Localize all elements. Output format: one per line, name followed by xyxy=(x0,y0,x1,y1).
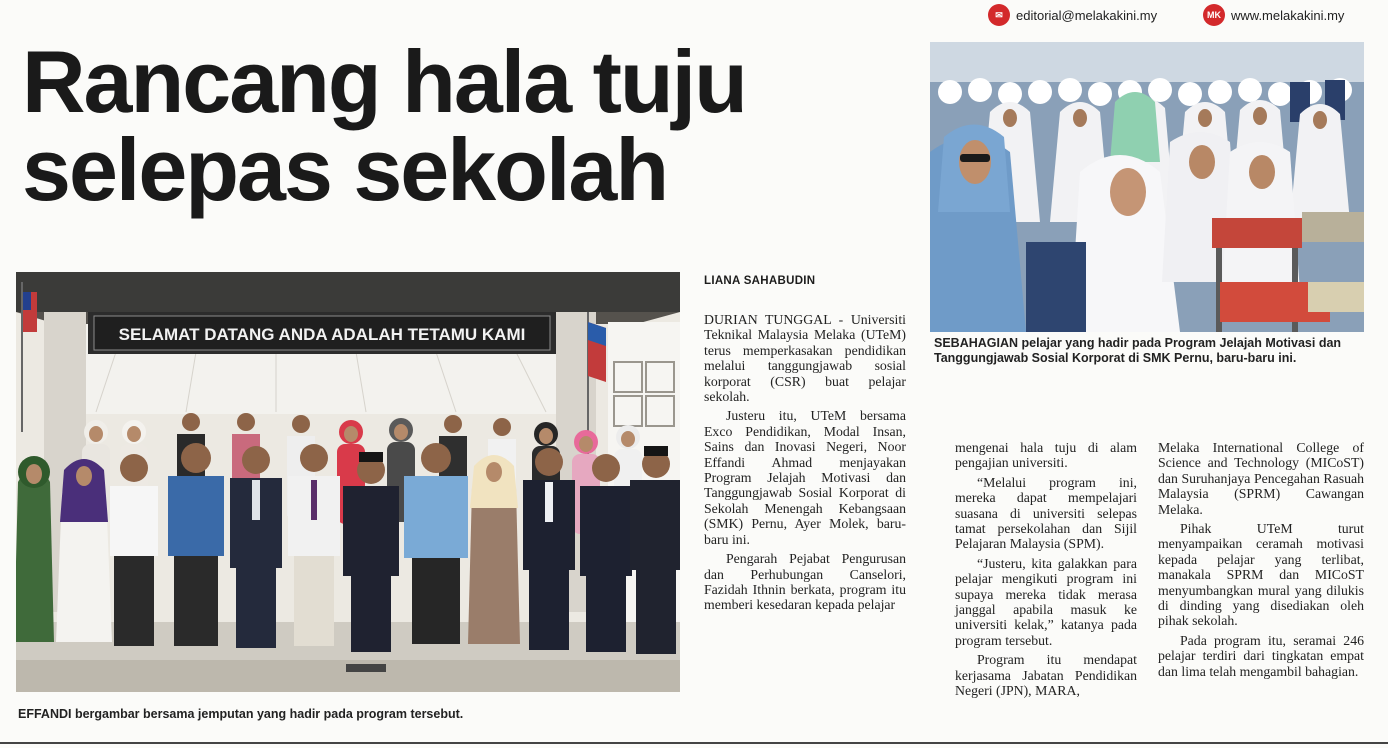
students-photo xyxy=(930,42,1364,332)
byline: LIANA SAHABUDIN xyxy=(704,275,816,287)
students-photo-illustration xyxy=(930,42,1364,332)
group-photo-illustration xyxy=(16,272,680,692)
email-text: editorial@melakakini.my xyxy=(1016,7,1158,23)
article-paragraph: “Melalui program ini, mereka dapat mempelajari suasana di universiti selepas tamat persekolahan dan Sijil Pelajaran Malaysia (SPM). xyxy=(955,474,1137,552)
article-column-1 xyxy=(704,312,906,617)
article-column-3 xyxy=(1158,440,1364,683)
article-paragraph: Melaka International College of Science and Technology (MICoST) dan Suruhanjaya Pencegahan Rasuah Malaysia (SPRM) Cawangan Melaka. xyxy=(1158,440,1364,517)
bottom-rule xyxy=(0,742,1388,744)
article-paragraph: Pihak UTeM turut menyampaikan ceramah motivasi kepada pelajar yang terlibat, manakala SPRM dan MICoST menyumbangkan mural yang dilukis di dinding yang disediakan oleh pihak sekolah. xyxy=(1158,521,1364,629)
headline-line-2: selepas sekolah xyxy=(22,120,668,219)
article-paragraph: mengenai hala tuju di alam pengajian universiti. xyxy=(955,440,1137,471)
email-icon: ✉ xyxy=(988,4,1010,26)
welcome-banner-text: SELAMAT DATANG ANDA ADALAH TETAMU KAMI xyxy=(118,325,526,344)
article-column-2 xyxy=(955,440,1137,703)
article-paragraph: Pengarah Pejabat Pengurusan dan Perhubungan Canselori, Fazidah Ithnin berkata, program itu memberi kesedaran kepada pelajar xyxy=(704,551,906,613)
contact-website xyxy=(1203,4,1344,26)
group-photo xyxy=(16,272,680,692)
article-paragraph: DURIAN TUNGGAL - Universiti Teknikal Malaysia Melaka (UTeM) terus memperkasakan pendidikan melalui tanggungjawab sosial korporat (CSR) buat pelajar sekolah. xyxy=(704,312,906,405)
headline-line-1: Rancang hala tuju xyxy=(22,32,746,131)
contact-email xyxy=(988,4,1157,26)
article-paragraph: Pada program itu, seramai 246 pelajar terdiri dari tingkatan empat dan lima telah mengambil bahagian. xyxy=(1158,632,1364,679)
article-paragraph: Justeru itu, UTeM bersama Exco Pendidikan, Modal Insan, Sains dan Inovasi Negeri, Noor Effandi Ahmad menjayakan Program Jelajah Motivasi dan Tanggungjawab Sosial Korporat di Sekolah Menengah Kebangsaan (SMK) Pernu, Ayer Molek, baru-baru ini. xyxy=(704,408,906,547)
headline xyxy=(22,32,902,219)
students-photo-caption: SEBAHAGIAN pelajar yang hadir pada Program Jelajah Motivasi dan Tanggungjawab Sosial Korporat di SMK Pernu, baru-baru ini. xyxy=(934,336,1342,365)
article-paragraph: “Justeru, kita galakkan para pelajar mengikuti program ini supaya mereka tidak merasa janggal apabila masuk ke universiti kelak,” katanya pada program tersebut. xyxy=(955,555,1137,648)
article-paragraph: Program itu mendapat kerjasama Jabatan Pendidikan Negeri (JPN), MARA, xyxy=(955,652,1137,699)
melakakini-logo: MK xyxy=(1203,4,1225,26)
website-text: www.melakakini.my xyxy=(1231,7,1345,23)
group-photo-caption: EFFANDI bergambar bersama jemputan yang hadir pada program tersebut. xyxy=(18,707,464,721)
